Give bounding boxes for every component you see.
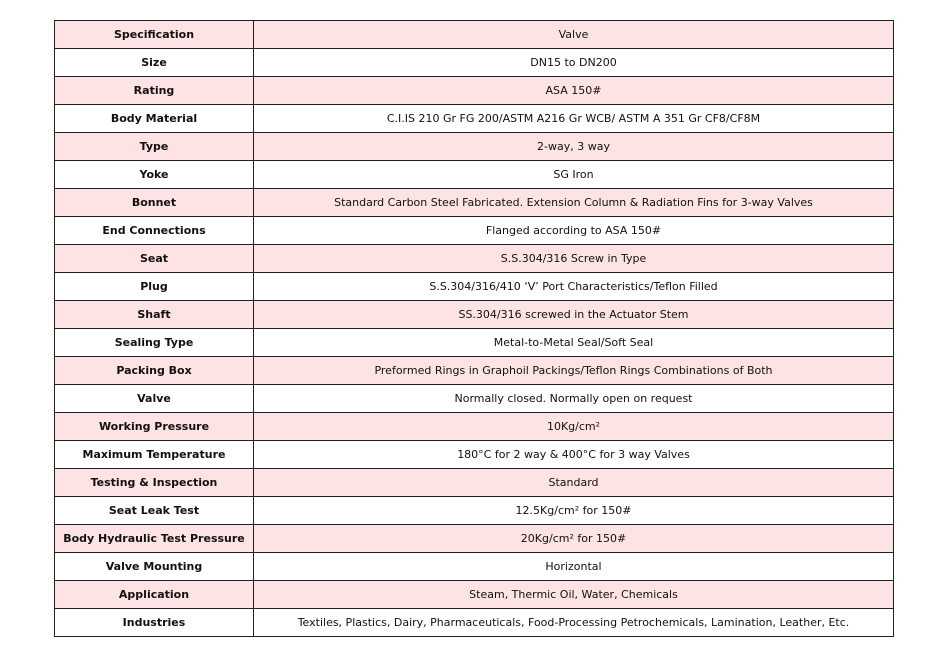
table-row — [55, 413, 894, 441]
table-row — [55, 357, 894, 385]
row-label: Type — [55, 133, 254, 161]
row-value: Normally closed. Normally open on request — [254, 385, 894, 413]
table-row — [55, 441, 894, 469]
table-row — [55, 217, 894, 245]
row-label: Valve Mounting — [55, 553, 254, 581]
table-row — [55, 245, 894, 273]
row-value: Standard — [254, 469, 894, 497]
row-label: Yoke — [55, 161, 254, 189]
row-value: Horizontal — [254, 553, 894, 581]
row-value: DN15 to DN200 — [254, 49, 894, 77]
table-row — [55, 385, 894, 413]
row-value: S.S.304/316/410 ‘V’ Port Characteristics/Teflon Filled — [254, 273, 894, 301]
row-value: Textiles, Plastics, Dairy, Pharmaceuticals, Food-Processing Petrochemicals, Lamination, Leather, Etc. — [254, 609, 894, 637]
row-value: S.S.304/316 Screw in Type — [254, 245, 894, 273]
table-row — [55, 161, 894, 189]
row-value: 10Kg/cm² — [254, 413, 894, 441]
row-label: Plug — [55, 273, 254, 301]
table-row — [55, 469, 894, 497]
row-value: Preformed Rings in Graphoil Packings/Teflon Rings Combinations of Both — [254, 357, 894, 385]
row-value: 180°C for 2 way & 400°C for 3 way Valves — [254, 441, 894, 469]
table-row — [55, 301, 894, 329]
row-label: Industries — [55, 609, 254, 637]
header-value: Valve — [254, 21, 894, 49]
table-row — [55, 105, 894, 133]
row-value: ASA 150# — [254, 77, 894, 105]
row-label: Testing & Inspection — [55, 469, 254, 497]
specification-table — [54, 20, 894, 637]
table-row — [55, 189, 894, 217]
row-label: Seat — [55, 245, 254, 273]
row-label: Maximum Temperature — [55, 441, 254, 469]
table-row — [55, 273, 894, 301]
row-label: Body Hydraulic Test Pressure — [55, 525, 254, 553]
table-header-row — [55, 21, 894, 49]
row-value: 20Kg/cm² for 150# — [254, 525, 894, 553]
row-value: 12.5Kg/cm² for 150# — [254, 497, 894, 525]
row-value: Flanged according to ASA 150# — [254, 217, 894, 245]
row-label: Rating — [55, 77, 254, 105]
row-label: Shaft — [55, 301, 254, 329]
row-value: Standard Carbon Steel Fabricated. Extension Column & Radiation Fins for 3-way Valves — [254, 189, 894, 217]
table-row — [55, 77, 894, 105]
row-label: Seat Leak Test — [55, 497, 254, 525]
row-value: SS.304/316 screwed in the Actuator Stem — [254, 301, 894, 329]
table-row — [55, 329, 894, 357]
row-value: Steam, Thermic Oil, Water, Chemicals — [254, 581, 894, 609]
table-body — [55, 21, 894, 637]
row-label: End Connections — [55, 217, 254, 245]
row-value: Metal-to-Metal Seal/Soft Seal — [254, 329, 894, 357]
row-label: Sealing Type — [55, 329, 254, 357]
header-label: Specification — [55, 21, 254, 49]
row-label: Working Pressure — [55, 413, 254, 441]
table-row — [55, 553, 894, 581]
table-row — [55, 609, 894, 637]
row-label: Size — [55, 49, 254, 77]
row-label: Packing Box — [55, 357, 254, 385]
row-label: Bonnet — [55, 189, 254, 217]
table-row — [55, 133, 894, 161]
table-row — [55, 581, 894, 609]
table-row — [55, 497, 894, 525]
row-label: Valve — [55, 385, 254, 413]
row-value: 2-way, 3 way — [254, 133, 894, 161]
row-label: Application — [55, 581, 254, 609]
row-value: SG Iron — [254, 161, 894, 189]
row-label: Body Material — [55, 105, 254, 133]
table-row — [55, 525, 894, 553]
row-value: C.I.IS 210 Gr FG 200/ASTM A216 Gr WCB/ ASTM A 351 Gr CF8/CF8M — [254, 105, 894, 133]
table-row — [55, 49, 894, 77]
